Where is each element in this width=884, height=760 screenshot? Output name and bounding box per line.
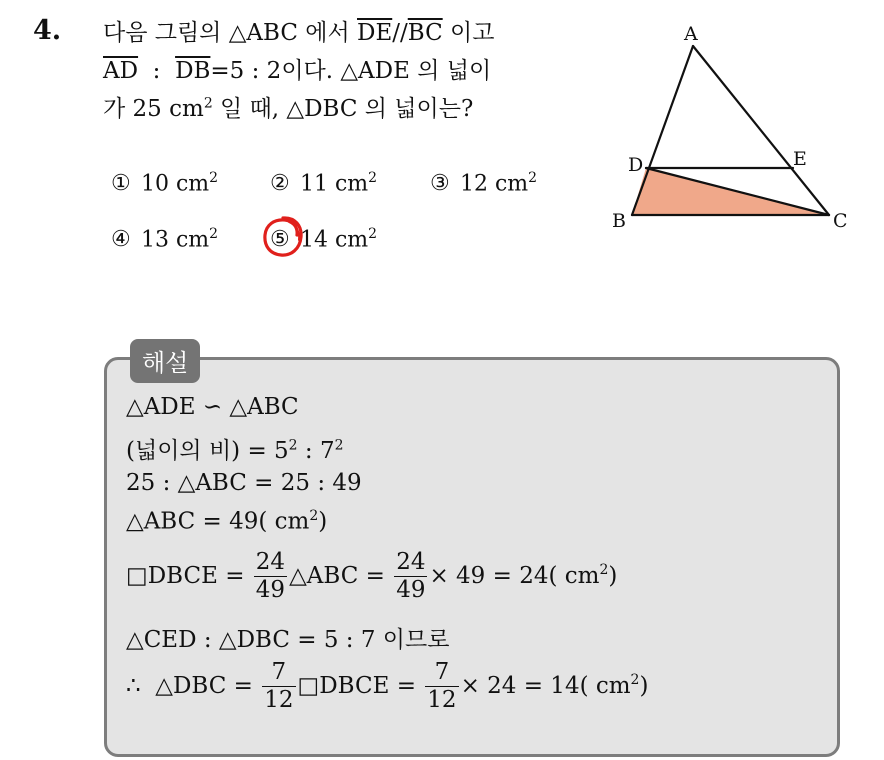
question-line-3	[103, 90, 473, 123]
label-c: C	[833, 210, 848, 232]
choice-5[interactable]: ⑤ 14 $cm^2$	[270, 226, 378, 253]
label-e: E	[793, 148, 807, 170]
solution-line-2: (넓이의 비) = $5^2$ : $7^2$	[126, 437, 344, 464]
solution-line-5: □DBCE = $\frac{24}{49}$ △ABC = $\frac{24}{49}$ × 49 = 24( $cm^2$)	[126, 549, 618, 604]
choice-1[interactable]: ① 10 $cm^2$	[111, 170, 219, 197]
question-text: 일 때, △DBC 의 넓이는?	[212, 96, 474, 122]
label-b: B	[612, 210, 626, 232]
choice-4[interactable]: ④ 13 $cm^2$	[111, 226, 219, 253]
solution-line-7: ∴ △DBC = $\frac{7}{12}$ □DBCE = $\frac{7}{12}$ × 24 = 14( $cm^2$)	[126, 659, 649, 714]
choice-marker: ④	[111, 227, 131, 253]
ratio-colon: :	[138, 58, 176, 84]
segment-ad: $\overline{AD}$	[103, 58, 139, 84]
fraction: $\frac{7}{12}$	[427, 659, 457, 714]
parallel-symbol: //	[392, 20, 408, 46]
exponent: 2	[203, 95, 213, 112]
solution-line-4: △ABC = 49( $cm^2$)	[126, 508, 328, 535]
question-line-1	[103, 14, 494, 47]
question-text: 이고	[442, 20, 495, 46]
solution-line-1: △ADE ∽ △ABC	[126, 394, 299, 420]
segment-bc: $\overline{BC}$	[407, 20, 443, 46]
question-text: 다음 그림의 △ABC 에서	[103, 20, 357, 46]
fraction: $\frac{7}{12}$	[264, 659, 294, 714]
choice-3[interactable]: ③ 12 $cm^2$	[430, 170, 538, 197]
question-number: 4.	[33, 15, 62, 46]
question-text: =5 : 2이다. △ADE 의 넓이	[210, 58, 492, 84]
triangle-figure	[604, 16, 864, 236]
solution-line-3: 25 : △ABC = 25 : 49	[126, 470, 362, 496]
choice-marker: ③	[430, 171, 450, 197]
segment-db: $\overline{DB}$	[175, 58, 211, 84]
answer-circle-mark	[259, 213, 307, 261]
solution-line-6: △CED : △DBC = 5 : 7 이므로	[126, 627, 450, 653]
label-d: D	[628, 154, 644, 176]
choice-marker: ①	[111, 171, 131, 197]
fraction: $\frac{24}{49}$	[396, 549, 426, 604]
solution-tag: 해설	[130, 339, 200, 383]
segment-de: $\overline{DE}$	[357, 20, 393, 46]
choice-marker: ⑤	[270, 227, 290, 253]
choice-2[interactable]: ② 11 $cm^2$	[270, 170, 378, 197]
fraction: $\frac{24}{49}$	[255, 549, 286, 604]
choice-marker: ②	[270, 171, 290, 197]
question-text: 가 25 cm	[103, 96, 204, 122]
label-a: A	[684, 23, 698, 45]
question-line-2	[103, 52, 491, 85]
